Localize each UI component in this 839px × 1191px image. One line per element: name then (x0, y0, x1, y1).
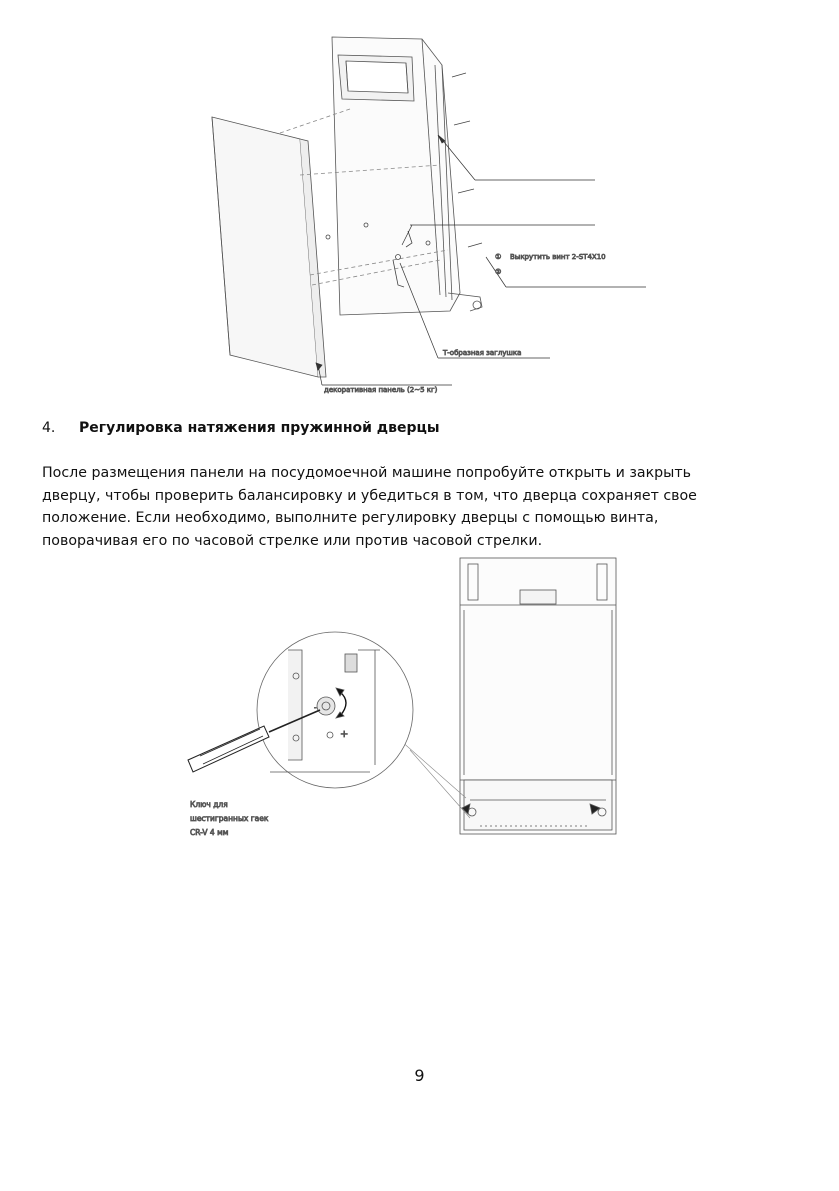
section-heading (42, 420, 440, 436)
step1-label: Выкрутить винт 2-ST4X10 (510, 253, 606, 261)
tool-label-line3: CR-V 4 мм (190, 828, 229, 837)
tool-label-line2: шестигранных гаек (190, 814, 269, 823)
step2-marker: ② (495, 268, 502, 276)
paragraph-line: После размещения панели на посудомоечной машине попробуйте открыть и закрыть (42, 465, 691, 481)
tool-label-line1: Ключ для (190, 800, 228, 809)
decorative-panel (212, 117, 326, 377)
dishwasher-door (332, 37, 482, 315)
t-plug-label: Т-образная заглушка (443, 349, 522, 357)
plus-sign: + (340, 729, 349, 740)
dishwasher-front (460, 558, 616, 834)
instruction-paragraph (42, 462, 742, 552)
paragraph-line: положение. Если необходимо, выполните регулировку дверцы с помощью винта, (42, 510, 659, 527)
zoom-connectors (400, 740, 470, 818)
section-number: 4. (42, 420, 56, 436)
step1-marker: ① (495, 253, 502, 261)
magnified-detail (257, 632, 413, 788)
minus-sign: - (314, 703, 317, 712)
panel-weight-label: декоративная панель (2~5 кг) (324, 386, 438, 394)
paragraph-line: дверцу, чтобы проверить балансировку и убедиться в том, что дверца сохраняет свое (42, 487, 697, 504)
door-adjustment-diagram (170, 550, 630, 850)
paragraph-line: поворачивая его по часовой стрелке или против часовой стрелки. (42, 532, 543, 549)
page-number: 9 (414, 1066, 425, 1085)
section-title: Регулировка натяжения пружинной дверцы (79, 420, 440, 436)
panel-installation-diagram (190, 25, 660, 405)
